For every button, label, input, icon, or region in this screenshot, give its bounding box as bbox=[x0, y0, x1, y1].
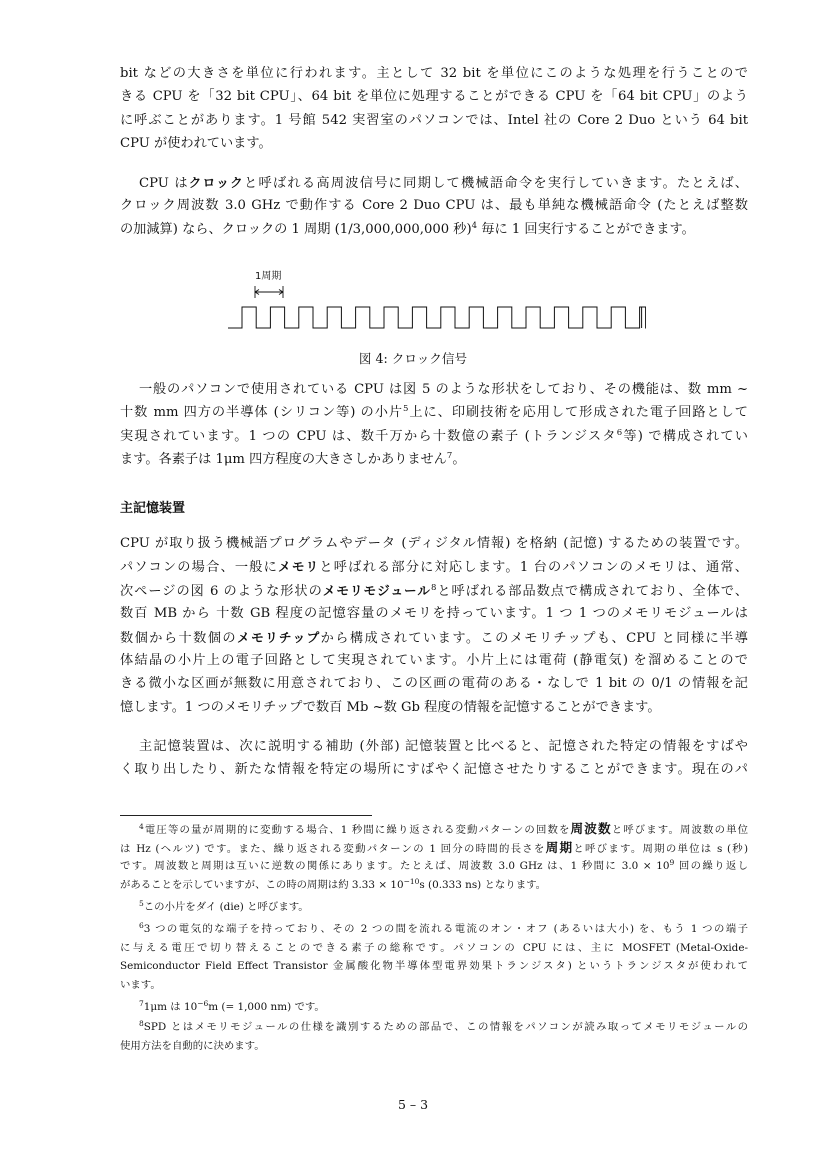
text-line: は Hz (ヘルツ) です。また、繰り返される変動パターンの 1 回分の時間的長さを周期と呼びます。周期の単位は s (秒) bbox=[120, 839, 749, 855]
footnote-ref[interactable]: 7 bbox=[446, 451, 453, 462]
text-line: 数個から十数個のメモリチップから構成されています。このメモリチップも、CPU と同様に半導 bbox=[120, 629, 748, 646]
text-line: きる CPU を「32 bit CPU」、64 bit を単位に処理することができる CPU を「64 bit CPU」のよう bbox=[120, 89, 748, 105]
text-line: います。 bbox=[120, 978, 161, 991]
text-line: に与える電圧で切り替えることのできる素子の総称です。パソコンの CPU には、主に MOSFET (Metal-Oxide- bbox=[120, 941, 748, 954]
bold-term: メモリモジュール bbox=[322, 582, 431, 598]
text-line: 一般のパソコンで使用されている CPU は図 5 のような形状をしており、その機能は、数 mm ~ bbox=[139, 382, 748, 397]
clock-waveform bbox=[226, 262, 646, 344]
footnote-6 bbox=[120, 920, 748, 994]
text-line: の加減算) なら、クロックの 1 周期 (1/3,000,000,000 秒)$^4$ 毎に 1 回実行することができます。 bbox=[120, 220, 695, 237]
paragraph-main-memory bbox=[120, 532, 748, 719]
period-arrow bbox=[255, 286, 283, 298]
footnote-mark: 5 bbox=[139, 899, 144, 908]
text-line: $^8$SPD とはメモリモジュールの仕様を識別するための部品で、この情報をパソコンが読み取ってメモリモジュールの bbox=[139, 1019, 748, 1033]
bold-term: 周期 bbox=[545, 839, 574, 855]
footnote-ref[interactable]: 8 bbox=[430, 582, 437, 593]
bold-term: メモリチップ bbox=[237, 629, 321, 645]
paragraph-semiconductor bbox=[120, 378, 748, 472]
square-wave bbox=[228, 307, 646, 328]
text-line: CPU が使われています。 bbox=[120, 136, 272, 152]
page-number: 5 – 3 bbox=[397, 1097, 429, 1112]
footnote-rule bbox=[120, 815, 372, 816]
text-line: クロック周波数 3.0 GHz で動作する Core 2 Duo CPU は、最も単純な機械語命令 (たとえば整数 bbox=[120, 198, 748, 214]
paragraph-cpu-bits bbox=[120, 62, 748, 156]
text-line: 数百 MB から 十数 GB 程度の記憶容量のメモリを持っています。1 つ 1 つのメモリモジュールは bbox=[120, 606, 748, 622]
text-line: きる微小な区画が無数に用意されており、この区画の電荷のある・なしで 1 bit の 0/1 の情報を記 bbox=[120, 676, 748, 692]
period-label: 1周期 bbox=[255, 271, 282, 282]
text-line: く取り出したり、新たな情報を特定の場所にすばやく記憶させたりすることができます。現在のパ bbox=[120, 762, 748, 778]
paragraph-clock bbox=[120, 171, 748, 241]
text-line: パソコンの場合、一般にメモリと呼ばれる部分に対応します。1 台のパソコンのメモリは、通常、 bbox=[120, 559, 748, 576]
footnote-mark: 6 bbox=[139, 921, 144, 930]
text-line: $^5$この小片をダイ (die) と呼びます。 bbox=[139, 899, 309, 913]
footnote-ref[interactable]: 6 bbox=[616, 427, 623, 438]
text-line: $^4$電圧等の量が周期的に変動する場合、1 秒間に繰り返される変動パターンの回数を周波数と呼びます。周波数の単位 bbox=[139, 821, 749, 836]
footnote-mark: 7 bbox=[139, 999, 144, 1008]
footnote-mark: 8 bbox=[139, 1019, 144, 1028]
clock-signal-figure bbox=[226, 262, 646, 344]
text-line: Semiconductor Field Effect Transistor 金属酸化物半導体型電界効果トランジスタ) というトランジスタが使われて bbox=[120, 960, 748, 973]
footnote-mark: 4 bbox=[139, 822, 144, 831]
bold-term: クロック bbox=[188, 175, 245, 190]
text-line: 実現されています。1 つの CPU は、数千万から十数億の素子 (トランジスタ$^6$等) で構成されてい bbox=[120, 427, 748, 444]
paragraph-memory-speed bbox=[120, 735, 748, 782]
text-line: bit などの大きさを単位に行われます。主として 32 bit を単位にこのような処理を行うことので bbox=[120, 66, 748, 81]
text-line: $^7$1μm は $10^{-6}m$ (= 1,000 nm) です。 bbox=[139, 999, 325, 1013]
bold-term: メモリ bbox=[278, 559, 320, 575]
text-line: CPU はクロックと呼ばれる高周波信号に同期して機械語命令を実行していきます。たとえば、 bbox=[139, 175, 748, 191]
footnote-5 bbox=[120, 898, 748, 917]
text-line: 次ページの図 6 のような形状のメモリモジュール$^8$と呼ばれる部品数点で構成されており、全体で、 bbox=[120, 582, 749, 599]
footnote-4 bbox=[120, 820, 748, 894]
text-line: です。周波数と周期は互いに逆数の関係にあります。たとえば、周波数 3.0 GHz は、1 秒間に $3.0 \times 10^9$ 回の繰り返し bbox=[120, 858, 748, 873]
text-line: CPU が取り扱う機械語プログラムやデータ (ディジタル情報) を格納 (記憶) するための装置です。 bbox=[120, 536, 748, 551]
footnote-ref[interactable]: 4 bbox=[471, 220, 478, 231]
footnote-8 bbox=[120, 1018, 748, 1055]
text-line: 使用方法を自動的に決めます。 bbox=[120, 1039, 265, 1052]
text-line: $^6$3 つの電気的な端子を持っており、その 2 つの間を流れる電流のオン・オフ (あるいは大小) を、もう 1 つの端子 bbox=[139, 921, 748, 935]
text-line: に呼ぶことがあります。1 号館 542 実習室のパソコンでは、Intel 社の Core 2 Duo という 64 bit bbox=[120, 112, 748, 128]
bold-term: 周波数 bbox=[570, 821, 612, 836]
footnote-7 bbox=[120, 998, 748, 1017]
figure-caption: 図 4: クロック信号 bbox=[358, 351, 468, 366]
text-line: 主記憶装置は、次に説明する補助 (外部) 記憶装置と比べると、記憶された特定の情報をすばや bbox=[139, 739, 748, 754]
text-line: ます。各素子は 1μm 四方程度の大きさしかありません$^7$。 bbox=[120, 451, 466, 468]
text-line: があることを示していますが、この時の周期は約 $3.33 \times 10^{-10}s$ (0.333 ns) となります。 bbox=[120, 876, 547, 891]
section-heading: 主記憶装置 bbox=[120, 501, 186, 516]
text-line: 体結晶の小片上の電子回路として実現されています。小片上には電荷 (静電気) を溜めることので bbox=[120, 652, 748, 668]
footnote-ref[interactable]: 5 bbox=[403, 404, 409, 415]
text-line: 十数 mm 四方の半導体 (シリコン等) の小片$^5$上に、印刷技術を応用して形成された電子回路として bbox=[120, 404, 748, 421]
text-line: 憶します。1 つのメモリチップで数百 Mb ~数 Gb 程度の情報を記憶することができます。 bbox=[120, 699, 661, 715]
